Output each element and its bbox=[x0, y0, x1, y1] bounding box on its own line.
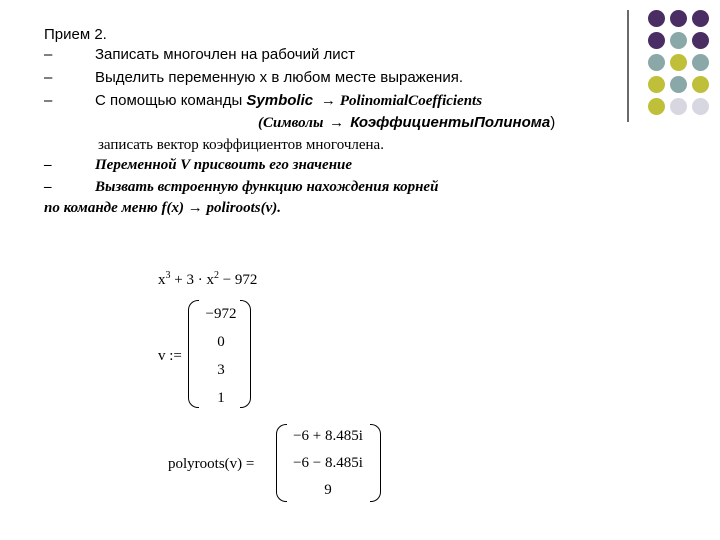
dash-4: – bbox=[44, 157, 52, 173]
item-3-subcommand: PolinomialCoefficients bbox=[339, 93, 483, 109]
item-3-continuation: записать вектор коэффициентов многочлена. bbox=[98, 137, 384, 153]
v-element-4: 1 bbox=[217, 390, 225, 406]
decor-dot bbox=[648, 76, 665, 93]
decor-dot-grid bbox=[626, 10, 720, 122]
decor-dot bbox=[692, 10, 709, 27]
item-4: Переменной V присвоить его значение bbox=[95, 157, 353, 173]
decor-dot bbox=[692, 76, 709, 93]
decor-dot bbox=[648, 54, 665, 71]
v-element-1: −972 bbox=[205, 306, 237, 322]
decor-dot bbox=[670, 10, 687, 27]
polyroots-label: polyroots(v) = bbox=[168, 456, 255, 472]
item-1: Записать многочлен на рабочий лист bbox=[95, 46, 356, 63]
arrow-icon: → bbox=[320, 93, 336, 109]
polynomial-expression bbox=[158, 270, 257, 289]
decor-dot bbox=[670, 98, 687, 115]
heading: Прием 2. bbox=[44, 26, 107, 43]
item-3 bbox=[95, 92, 482, 110]
v-element-3: 3 bbox=[217, 362, 225, 378]
decor-dot bbox=[648, 98, 665, 115]
decor-dot bbox=[670, 76, 687, 93]
poly-term-x: x bbox=[158, 272, 166, 288]
v-element-2: 0 bbox=[217, 334, 225, 350]
decor-dot bbox=[670, 32, 687, 49]
root-1: −6 + 8.485i bbox=[293, 428, 363, 444]
decor-dot bbox=[692, 32, 709, 49]
translation-close: ) bbox=[550, 114, 556, 131]
item-5: Вызвать встроенную функцию нахождения корней bbox=[95, 179, 439, 195]
item-3-translation bbox=[258, 114, 555, 132]
poly-exp-2: 2 bbox=[213, 270, 219, 281]
menu-path-prefix: по команде меню f(x) bbox=[44, 200, 188, 216]
item-3-command: Symbolic bbox=[246, 92, 314, 109]
item-3-prefix: С помощью команды bbox=[95, 92, 247, 109]
item-5-continuation bbox=[44, 200, 281, 217]
poly-term-3x: + 3 · x bbox=[170, 272, 214, 288]
menu-path-suffix: poliroots(v). bbox=[202, 200, 282, 216]
decor-dot bbox=[648, 32, 665, 49]
poly-exp-3: 3 bbox=[165, 270, 171, 281]
item-2: Выделить переменную x в любом месте выражения. bbox=[95, 69, 464, 86]
v-assign-label: v := bbox=[158, 348, 182, 364]
dash-3: – bbox=[44, 92, 53, 109]
decor-dot bbox=[648, 10, 665, 27]
arrow-icon: → bbox=[187, 200, 203, 216]
poly-term-const: − 972 bbox=[218, 272, 258, 288]
dash-5: – bbox=[44, 179, 52, 195]
dash-2: – bbox=[44, 69, 53, 86]
translation-open: (Символы bbox=[258, 115, 328, 131]
root-3: 9 bbox=[324, 482, 332, 498]
arrow-icon: → bbox=[329, 115, 345, 131]
decor-dot bbox=[670, 54, 687, 71]
root-2: −6 − 8.485i bbox=[293, 455, 363, 471]
decor-dot bbox=[692, 98, 709, 115]
dash-1: – bbox=[44, 46, 53, 63]
translation-command: КоэффициентыПолинома bbox=[346, 114, 551, 131]
decor-dot bbox=[692, 54, 709, 71]
